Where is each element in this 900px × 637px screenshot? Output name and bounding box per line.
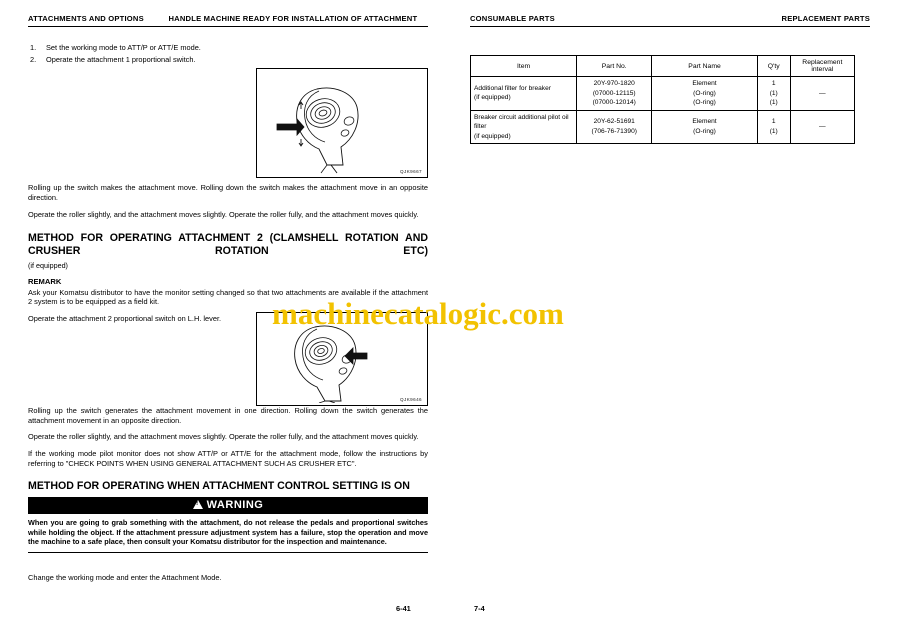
cell-item-line: Additional filter for breaker	[474, 84, 551, 92]
section-heading-attachment2: METHOD FOR OPERATING ATTACHMENT 2 (CLAMSHELL ROTATION AND CRUSHER ROTATION ETC)	[28, 231, 428, 257]
cell-replacement-interval: —	[790, 110, 854, 144]
remark-label: REMARK	[28, 276, 62, 286]
cell-item	[471, 110, 577, 144]
cell-part-name-line: (O-ring)	[693, 127, 716, 135]
step-number: 2.	[30, 54, 37, 64]
column-header-replacement-interval: Replacement interval	[790, 56, 854, 77]
cell-part-name-line: Element	[692, 80, 717, 87]
warning-triangle-icon	[193, 500, 203, 509]
page-number-right: 7-4	[474, 604, 485, 613]
column-header-item: Item	[471, 56, 577, 77]
warning-text: When you are going to grab something with the attachment, do not release the pedals and proportional switches while holding the object. If the attachment pressure adjustment system has a failure, stop the operation and move the machine to a safe place, then consult your Komatsu distributor for the inspection and maintenance.	[28, 518, 428, 554]
figure-1-illustration	[257, 69, 425, 175]
step-list	[28, 43, 243, 65]
cell-qty-line: (1)	[769, 127, 778, 135]
cell-item-line: Breaker circuit additional pilot oil filter	[474, 113, 569, 131]
cell-part-no	[577, 110, 652, 144]
cell-part-no-line: (07000-12014)	[592, 99, 636, 107]
table-row	[471, 77, 855, 111]
cell-qty-line: (1)	[769, 99, 778, 107]
page-number-left: 6-41	[396, 604, 411, 613]
cell-part-name	[652, 110, 758, 144]
cell-replacement-interval: —	[790, 77, 854, 111]
cell-item-line: (if equipped)	[474, 94, 511, 102]
warning-label: WARNING	[206, 498, 264, 511]
left-page-header	[28, 14, 428, 27]
step-text: Set the working mode to ATT/P or ATT/E mode.	[46, 43, 201, 52]
cell-part-no	[577, 77, 652, 111]
list-item	[28, 55, 243, 66]
step-text: Operate the attachment 1 proportional switch.	[46, 54, 196, 64]
cell-part-name	[652, 77, 758, 111]
consumable-parts-table	[470, 55, 855, 144]
figure-code: QJK9667	[400, 169, 422, 174]
paragraph-rolling-switch-1: Rolling up the switch makes the attachment move. Rolling down the switch makes the attachment move in an opposite direction.	[28, 183, 428, 203]
warning-banner	[28, 497, 428, 514]
section-heading-attachment-control: METHOD FOR OPERATING WHEN ATTACHMENT CONTROL SETTING IS ON	[28, 479, 410, 492]
column-header-part-no: Part No.	[577, 56, 652, 77]
column-header-part-name: Part Name	[652, 56, 758, 77]
cell-part-no-line: (706-76-71390)	[591, 127, 637, 135]
watermark: machinecatalogic.com	[272, 296, 564, 331]
cell-part-name-line: (O-ring)	[693, 89, 716, 97]
header-mid-text: HANDLE MACHINE READY FOR INSTALLATION OF ATTACHMENT	[168, 14, 418, 23]
cell-part-name-line: Element	[692, 118, 717, 126]
column-header-qty: Q'ty	[757, 56, 790, 77]
paragraph-roller-operation-2: Operate the roller slightly, and the attachment moves slightly. Operate the roller fully, and the attachment moves quickly.	[28, 432, 419, 442]
paragraph-operate-attachment2-switch: Operate the attachment 2 proportional switch on L.H. lever.	[28, 314, 222, 324]
figure-attachment1-switch	[256, 68, 428, 178]
remark-text: Ask your Komatsu distributor to have the monitor setting changed so that two attachments are available if the attachment 2 system is to be equipped as a field kit.	[28, 287, 428, 307]
cell-qty-line: 1	[771, 118, 776, 126]
cell-qty-line: (1)	[769, 89, 778, 97]
right-page-header	[470, 14, 870, 27]
cell-qty	[757, 77, 790, 111]
header-left-text: ATTACHMENTS AND OPTIONS	[28, 14, 144, 23]
cell-part-no-line: 20Y-970-1820	[593, 80, 635, 87]
list-item	[28, 43, 243, 54]
figure-code: QJK9646	[400, 397, 422, 402]
cell-item	[471, 77, 577, 111]
cell-item-line: (if equipped)	[474, 132, 511, 140]
table-header-row	[471, 56, 855, 77]
paragraph-rolling-switch-2: Rolling up the switch generates the attachment movement in one direction. Rolling down the switch generates the attachment movement in an opposite direction.	[28, 405, 428, 425]
cell-part-no-line: 20Y-62-51691	[593, 118, 635, 126]
section-note-if-equipped: (if equipped)	[28, 260, 68, 270]
cell-part-no-line: (07000-12115)	[592, 89, 636, 97]
table-row	[471, 110, 855, 144]
cell-qty	[757, 110, 790, 144]
header-left-text: CONSUMABLE PARTS	[470, 14, 555, 23]
cell-part-name-line: (O-ring)	[693, 99, 716, 107]
paragraph-roller-operation-1: Operate the roller slightly, and the attachment moves slightly. Operate the roller fully, and the attachment moves quickly.	[28, 210, 419, 219]
step-number: 1.	[30, 43, 37, 52]
paragraph-pilot-monitor: If the working mode pilot monitor does not show ATT/P or ATT/E for the attachment mode, follow the instructions by referring to "CHECK POINTS WHEN USING GENERAL ATTACHMENT SUCH AS CRUSHER ETC".	[28, 449, 428, 468]
header-right-text: REPLACEMENT PARTS	[781, 14, 870, 23]
cell-qty-line: 1	[771, 80, 776, 87]
paragraph-change-working-mode: Change the working mode and enter the Attachment Mode.	[28, 573, 222, 583]
